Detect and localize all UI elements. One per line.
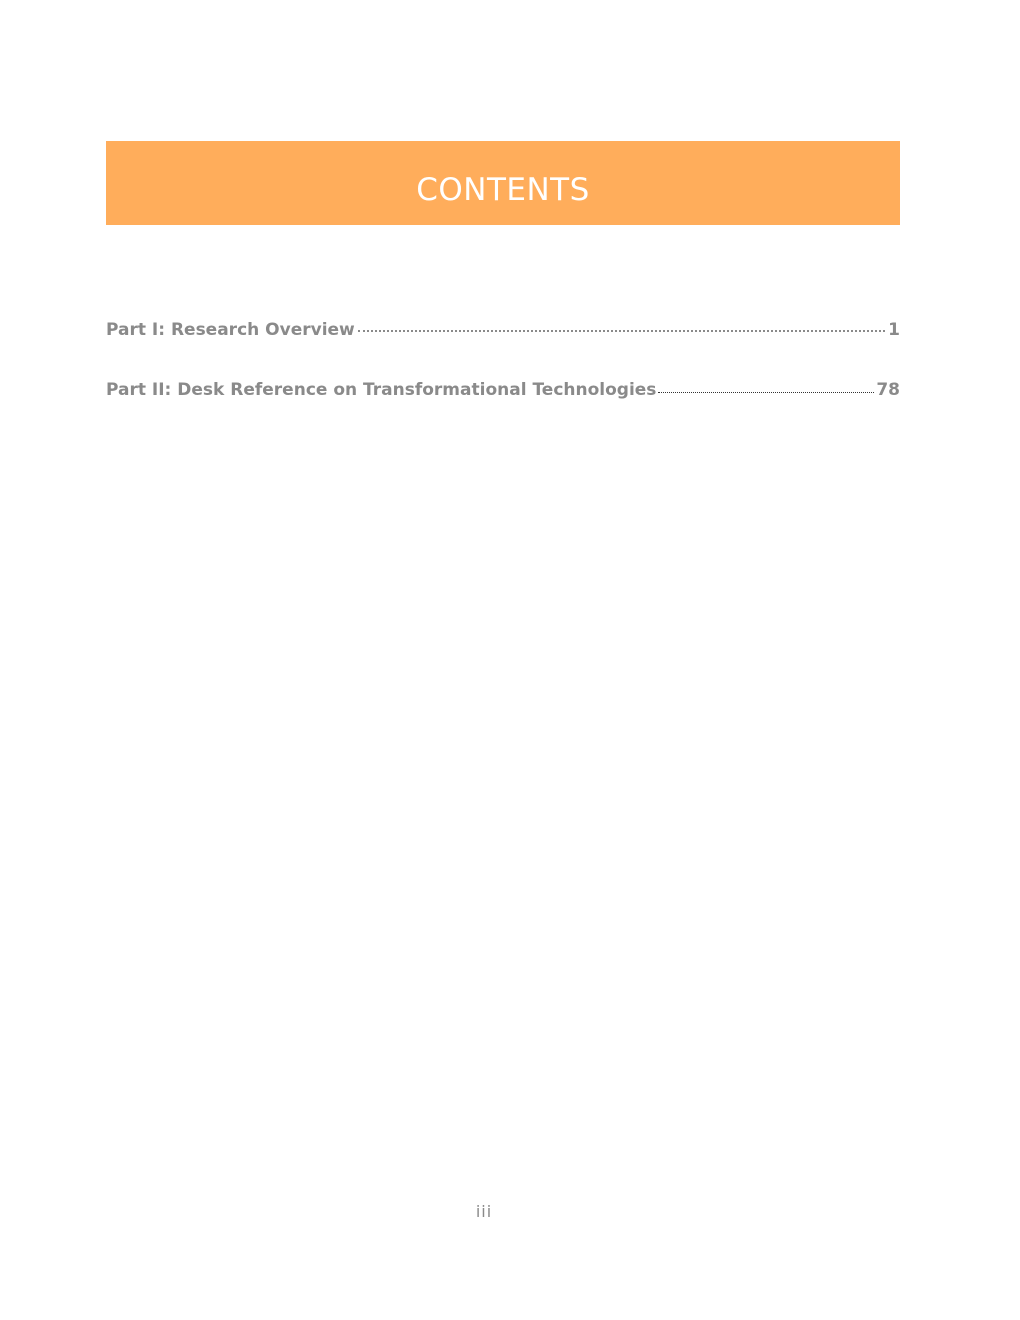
table-of-contents bbox=[106, 320, 900, 408]
page-title: CONTENTS bbox=[416, 171, 590, 208]
toc-dot-leader bbox=[658, 392, 874, 393]
toc-dot-leader bbox=[358, 330, 885, 332]
toc-entry-label: Part II: Desk Reference on Transformational Technologies bbox=[106, 380, 657, 400]
toc-entry-part-1[interactable] bbox=[106, 320, 900, 348]
toc-entry-page: 1 bbox=[888, 320, 900, 340]
contents-banner bbox=[106, 141, 900, 225]
toc-entry-page: 78 bbox=[876, 380, 900, 400]
toc-entry-part-2[interactable] bbox=[106, 380, 900, 408]
footer-page-number: iii bbox=[475, 1202, 493, 1221]
toc-entry-label: Part I: Research Overview bbox=[106, 320, 355, 340]
